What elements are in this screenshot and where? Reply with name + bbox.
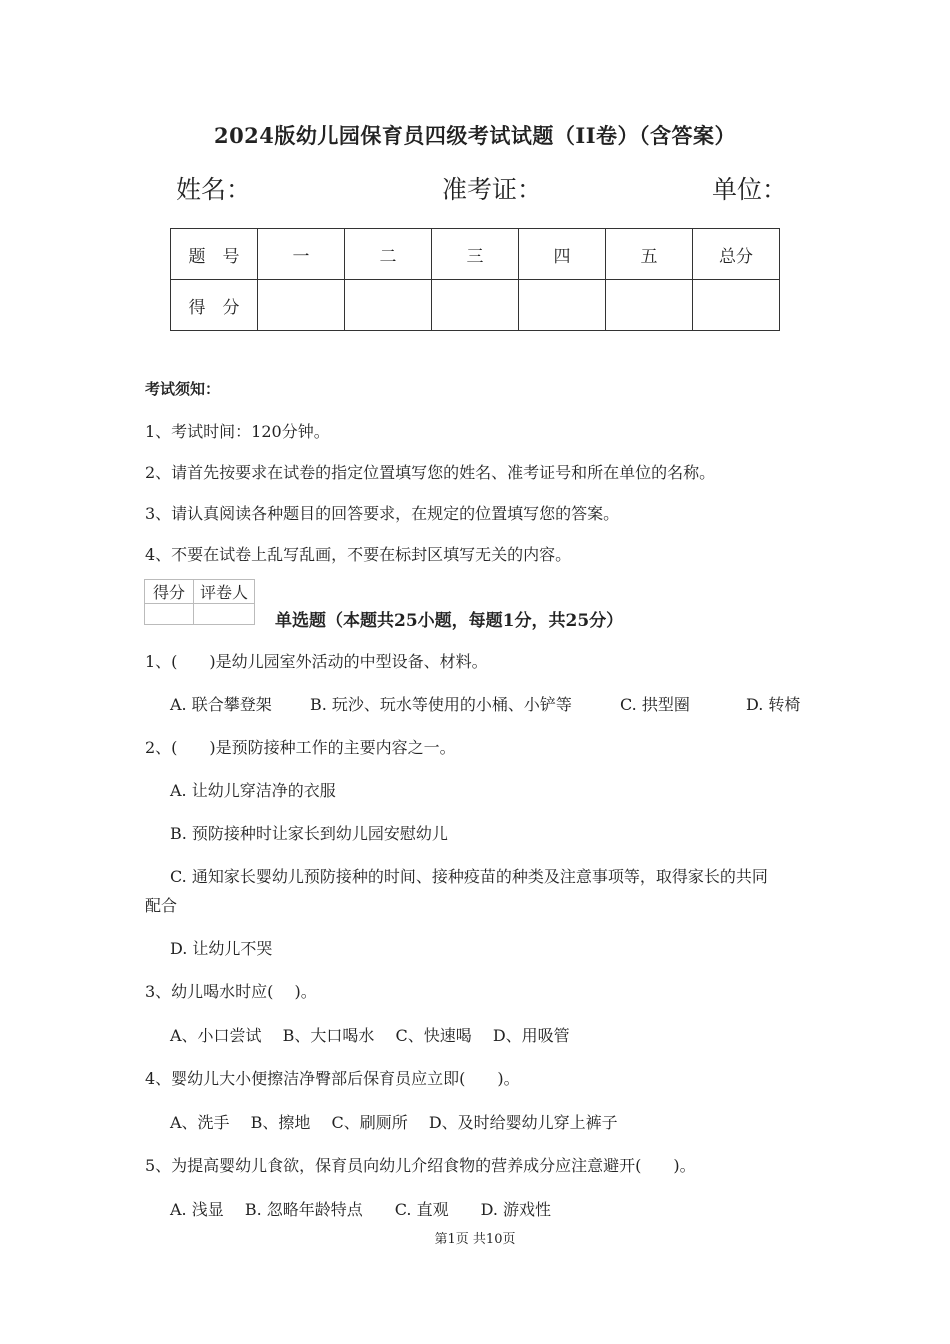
page-footer: 第1页 共10页	[434, 1232, 516, 1247]
grader-box-grader-label: 评卷人	[194, 580, 255, 604]
notice-item: 1、考试时间：120分钟。	[145, 422, 330, 441]
score-cell-5[interactable]	[606, 280, 693, 331]
question-options: A、洗手 B、擦地 C、刷厕所 D、及时给婴幼儿穿上裤子	[170, 1113, 618, 1132]
score-cell-1[interactable]	[258, 280, 345, 331]
score-row-label: 得 分	[171, 280, 258, 331]
question-option: B. 玩沙、玩水等使用的小桶、小铲等	[310, 695, 572, 714]
question-options: A、小口尝试 B、大口喝水 C、快速喝 D、用吸管	[170, 1026, 570, 1045]
score-header-3: 三	[432, 229, 519, 280]
question-option-continuation: 配合	[145, 896, 178, 915]
notice-item: 2、请首先按要求在试卷的指定位置填写您的姓名、准考证号和所在单位的名称。	[145, 463, 716, 482]
score-cell-total[interactable]	[693, 280, 780, 331]
score-cell-3[interactable]	[432, 280, 519, 331]
page-title: 2024版幼儿园保育员四级考试试题（II卷）（含答案）	[213, 123, 737, 148]
question-option: A. 让幼儿穿洁净的衣服	[170, 781, 336, 800]
grader-box	[144, 579, 255, 625]
unit-field-label: 单位：	[712, 175, 788, 204]
score-header-4: 四	[519, 229, 606, 280]
question-option: D. 转椅	[746, 695, 801, 714]
question-option: B. 预防接种时让家长到幼儿园安慰幼儿	[170, 824, 448, 843]
name-field-label: 姓名：	[176, 175, 252, 204]
notice-heading: 考试须知：	[145, 380, 221, 398]
question-option: D. 让幼儿不哭	[170, 939, 273, 958]
score-table	[170, 228, 780, 331]
exam-id-field-label: 准考证：	[442, 175, 543, 204]
grader-box-score-label: 得分	[145, 580, 194, 604]
score-header-total: 总分	[693, 229, 780, 280]
question-stem: 2、( )是预防接种工作的主要内容之一。	[145, 738, 456, 757]
score-header-5: 五	[606, 229, 693, 280]
score-header-1: 一	[258, 229, 345, 280]
question-options: A. 浅显 B. 忽略年龄特点 C. 直观 D. 游戏性	[170, 1200, 552, 1219]
score-header-label: 题 号	[171, 229, 258, 280]
question-stem: 5、为提高婴幼儿食欲，保育员向幼儿介绍食物的营养成分应注意避开( )。	[145, 1156, 696, 1175]
question-option: A. 联合攀登架	[170, 695, 272, 714]
question-stem: 4、婴幼儿大小便擦洁净臀部后保育员应立即( )。	[145, 1069, 520, 1088]
score-cell-2[interactable]	[345, 280, 432, 331]
notice-item: 3、请认真阅读各种题目的回答要求，在规定的位置填写您的答案。	[145, 504, 620, 523]
score-table-header-row	[171, 229, 780, 280]
grader-box-grader-cell[interactable]	[194, 604, 255, 625]
question-option: C. 通知家长婴幼儿预防接种的时间、接种疫苗的种类及注意事项等，取得家长的共同	[170, 867, 768, 886]
notice-item: 4、不要在试卷上乱写乱画，不要在标封区填写无关的内容。	[145, 545, 572, 564]
grader-box-score-cell[interactable]	[145, 604, 194, 625]
score-header-2: 二	[345, 229, 432, 280]
section-title: 单选题（本题共25小题，每题1分，共25分）	[275, 611, 624, 631]
score-table-score-row	[171, 280, 780, 331]
question-stem: 1、( )是幼儿园室外活动的中型设备、材料。	[145, 652, 488, 671]
question-stem: 3、幼儿喝水时应( )。	[145, 982, 317, 1001]
question-option: C. 拱型圈	[620, 695, 690, 714]
score-cell-4[interactable]	[519, 280, 606, 331]
